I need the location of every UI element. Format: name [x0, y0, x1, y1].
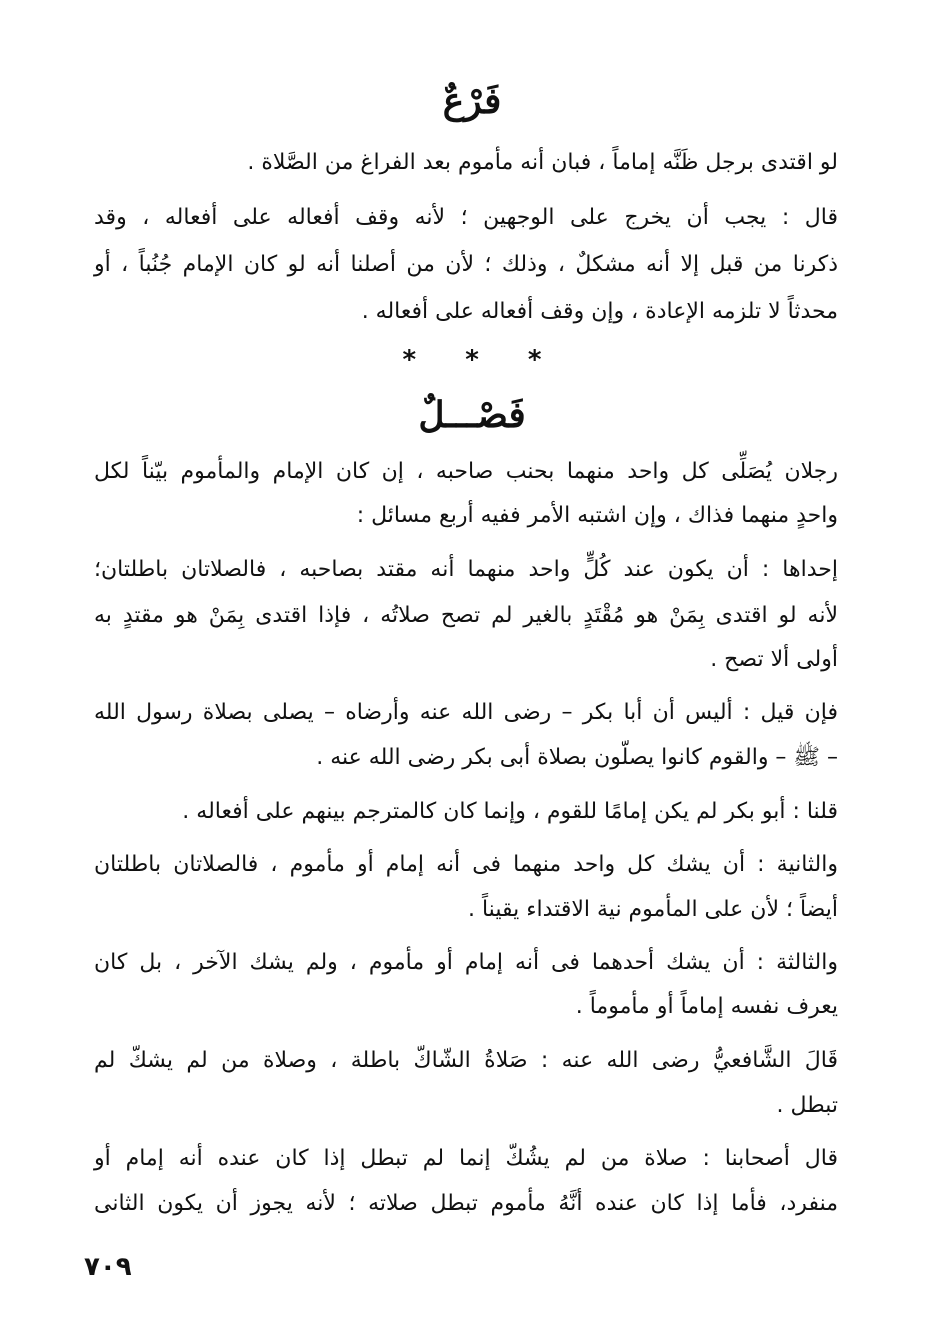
text-line: يعرف نفسه إماماً أو مأموماً . [575, 994, 838, 1019]
section-heading-fasl: فَصْـــلٌ [418, 394, 526, 436]
section-heading-far: فَرْعٌ [442, 80, 502, 122]
text-line: فإن قيل : أليس أن أبا بكر – رضى الله عنه وأرضاه – يصلى بصلاة رسول الله [94, 700, 838, 725]
text-line: – ﷺ – والقوم كانوا يصلّون بصلاة أبى بكر رضى الله عنه . [316, 745, 838, 770]
text-line: والثالثة : أن يشك أحدهما فى أنه إمام أو مأموم ، ولم يشك الآخر ، بل كان [94, 950, 838, 975]
text-line: محدثاً لا تلزمه الإعادة ، وإن وقف أفعاله على أفعاله . [361, 299, 838, 324]
text-line: قال : يجب أن يخرج على الوجهين ؛ لأنه وقف أفعاله على أفعاله ، وقد [94, 205, 838, 230]
text-line: قَالَ الشَّافعيُّ رضى الله عنه : صَلاةُ الشّاكّ باطلة ، وصلاة من لم يشكّ لم [94, 1048, 838, 1073]
text-line: واحدٍ منهما فذاك ، وإن اشتبه الأمر ففيه أربع مسائل : [356, 503, 838, 528]
text-line: قلنا : أبو بكر لم يكن إمامًا للقوم ، وإنما كان كالمترجم بينهم على أفعاله . [182, 799, 838, 824]
page-number: ٧٠٩ [84, 1252, 132, 1282]
separator-stars: * * * [402, 345, 542, 375]
text-line: رجلان يُصَلِّى كل واحد منهما بحنب صاحبه ، إن كان الإمام والمأموم بيّناً لكل [94, 459, 838, 484]
text-line: أولى ألا تصح . [710, 647, 838, 672]
text-line: تبطل . [776, 1093, 838, 1118]
text-line: منفرد، فأما إذا كان عنده أنَّهُ مأموم تبطل صلاته ؛ لأنه يجوز أن يكون الثانى [94, 1191, 838, 1216]
text-line: إحداها : أن يكون عند كُلٍّ واحد منهما أنه مقتد بصاحبه ، فالصلاتان باطلتان؛ [94, 557, 838, 582]
text-line: لو اقتدى برجل ظَنَّه إماماً ، فبان أنه مأموم بعد الفراغ من الصَّلاة . [247, 150, 838, 175]
text-line: لأنه لو اقتدى بِمَنْ هو مُقْتَدٍ بالغير لم تصح صلاتُه ، فإذا اقتدى بِمَنْ هو مقتدٍ به [94, 603, 838, 628]
text-line: قال أصحابنا : صلاة من لم يشُكّ إنما لم تبطل إذا كان عنده أنه إمام أو [94, 1146, 838, 1171]
text-line: والثانية : أن يشك كل واحد منهما فى أنه إمام أو مأموم ، فالصلاتان باطلتان [94, 852, 838, 877]
text-line: ذكرنا من قبل إلا أنه مشكلٌ ، وذلك ؛ لأن من أصلنا أنه لو كان الإمام جُنُباً ، أو [94, 252, 838, 277]
text-line: أيضاً ؛ لأن على المأموم نية الاقتداء يقيناً . [467, 897, 838, 922]
